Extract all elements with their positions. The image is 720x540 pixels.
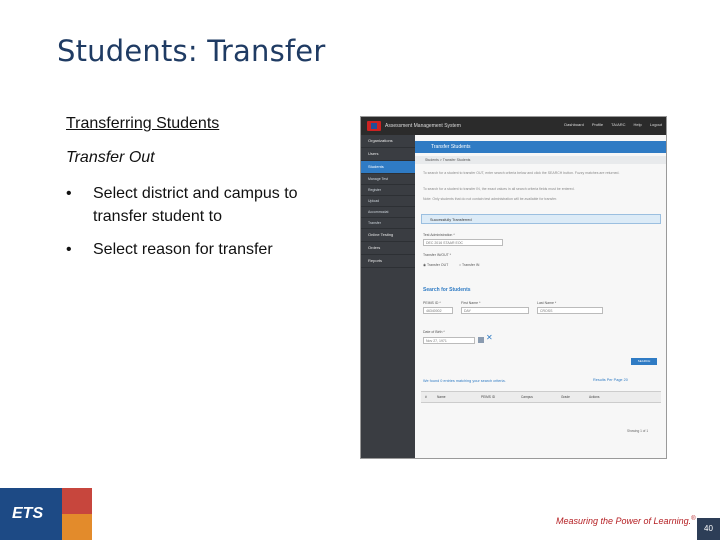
calendar-icon[interactable] bbox=[478, 337, 484, 343]
col-index: # bbox=[425, 395, 427, 399]
main-content bbox=[415, 135, 667, 459]
bullet-list bbox=[66, 182, 346, 271]
nav-organizations[interactable]: Organizations bbox=[361, 135, 415, 148]
radio-transfer-out-label: Transfer OUT bbox=[426, 263, 449, 267]
texas-flag-icon bbox=[367, 121, 381, 131]
dob-input[interactable]: Nov 27, 1971 bbox=[423, 337, 475, 344]
nav-online-testing[interactable]: Online Testing bbox=[361, 229, 415, 242]
last-name-label: Last Name * bbox=[537, 301, 557, 305]
search-button[interactable]: SEARCH bbox=[631, 358, 657, 365]
test-admin-label: Test Administration * bbox=[423, 233, 455, 237]
section-heading: Transferring Students bbox=[66, 115, 220, 132]
nav-manage-test[interactable]: Manage Test bbox=[361, 174, 415, 185]
menu-profile[interactable]: Profile bbox=[591, 122, 604, 127]
breadcrumb[interactable]: Students > Transfer Students bbox=[415, 156, 667, 164]
page-number: 40 bbox=[697, 518, 720, 540]
pid-label: PEIMS ID * bbox=[423, 301, 441, 305]
results-per-page[interactable] bbox=[593, 378, 628, 382]
instruction-text: To search for a student to transfer IN, the exact values in all search criteria fields must be entered. bbox=[423, 187, 575, 191]
tagline-mark: ® bbox=[691, 516, 696, 522]
nav-students[interactable]: Students bbox=[361, 161, 415, 174]
nav-orders[interactable]: Orders bbox=[361, 242, 415, 255]
bullet-item: • Select reason for transfer bbox=[66, 238, 346, 261]
radio-transfer-in-label: Transfer IN bbox=[462, 263, 480, 267]
menu-dashboard[interactable]: Dashboard bbox=[564, 122, 584, 127]
system-name: Assessment Management System bbox=[385, 123, 461, 129]
nav-register[interactable]: Register bbox=[361, 185, 415, 196]
logo-red-block bbox=[62, 488, 92, 514]
results-table-header bbox=[421, 391, 661, 403]
first-name-input[interactable]: DAY bbox=[461, 307, 529, 314]
app-screenshot bbox=[360, 116, 667, 459]
tagline-text: Measuring the Power of Learning. bbox=[556, 516, 692, 526]
bullet-item: • Select district and campus to transfer student to bbox=[66, 182, 346, 228]
ets-logo bbox=[0, 488, 92, 540]
clear-icon[interactable]: ✕ bbox=[486, 333, 493, 342]
radio-transfer-out[interactable]: ◉ Transfer OUT bbox=[423, 263, 449, 267]
test-admin-select[interactable]: DEC 2016 STAAR EOC bbox=[423, 239, 503, 246]
dob-label: Date of Birth * bbox=[423, 330, 445, 334]
menu-help[interactable]: Help bbox=[633, 122, 642, 127]
pagination-info: Showing 1 of 1 bbox=[627, 429, 649, 433]
page-header: Transfer Students bbox=[415, 141, 667, 153]
search-heading: Search for Students bbox=[423, 287, 471, 293]
results-per-page-value: 20 bbox=[623, 378, 628, 382]
side-nav bbox=[361, 135, 415, 459]
app-topbar bbox=[361, 117, 666, 135]
nav-users[interactable]: Users bbox=[361, 148, 415, 161]
logo-orange-block bbox=[62, 514, 92, 540]
instruction-text: To search for a student to transfer OUT, enter search criteria below and click the SEARCH button. Fuzzy matches are returned. bbox=[423, 171, 620, 175]
success-notice: Successfully Transferred bbox=[421, 214, 661, 224]
section-subheading: Transfer Out bbox=[66, 149, 155, 166]
radio-transfer-in[interactable]: ○ Transfer IN bbox=[459, 263, 480, 267]
pid-input[interactable]: 46340002 bbox=[423, 307, 453, 314]
slide-title: Students: Transfer bbox=[57, 34, 326, 68]
nav-transfer[interactable]: Transfer bbox=[361, 218, 415, 229]
first-name-label: First Name * bbox=[461, 301, 481, 305]
menu-logout[interactable]: Logout bbox=[649, 122, 662, 127]
results-per-page-label: Results Per Page bbox=[593, 378, 623, 382]
logo-text: ETS bbox=[12, 505, 44, 522]
col-grade[interactable]: Grade bbox=[561, 395, 570, 399]
top-menu bbox=[564, 122, 662, 127]
col-campus[interactable]: Campus bbox=[521, 395, 533, 399]
col-name[interactable]: Name bbox=[437, 395, 446, 399]
nav-upload[interactable]: Upload bbox=[361, 196, 415, 207]
instruction-text: Note: Only students that do not contain test administration will be available for transfer. bbox=[423, 197, 558, 201]
nav-reports[interactable]: Reports bbox=[361, 255, 415, 268]
nav-accommodations[interactable]: Accommodat bbox=[361, 207, 415, 218]
transfer-label: Transfer IN/OUT * bbox=[423, 253, 452, 257]
col-actions: Actions bbox=[589, 395, 600, 399]
menu-ta-arc[interactable]: TA/ARC bbox=[611, 122, 626, 127]
col-pid[interactable]: PEIMS ID bbox=[481, 395, 495, 399]
results-message: We found 0 entries matching your search criteria. bbox=[423, 379, 506, 383]
last-name-input[interactable]: CROSS bbox=[537, 307, 603, 314]
tagline bbox=[556, 516, 696, 526]
